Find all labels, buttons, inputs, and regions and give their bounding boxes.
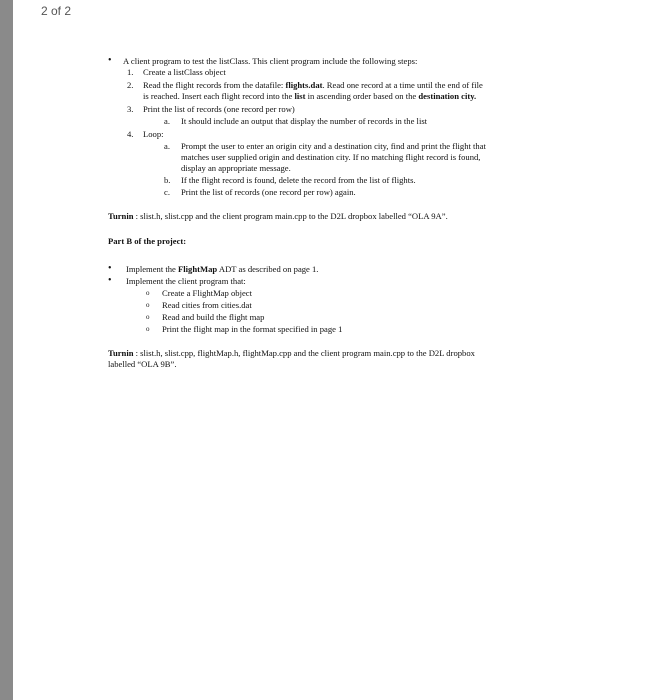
- part-b-sub-3: Read and build the flight map: [162, 312, 265, 322]
- step-4b-label: b.: [164, 175, 171, 185]
- page-counter: 2 of 2: [41, 4, 72, 18]
- client-intro: A client program to test the listClass. This client program include the following steps:: [123, 56, 418, 66]
- step-4c-label: c.: [164, 187, 170, 197]
- datafile-name: flights.dat: [285, 80, 323, 90]
- step-3-text: Print the list of records (one record per row): [143, 104, 295, 114]
- turnin-label: Turnin: [108, 348, 134, 358]
- step-4a-label: a.: [164, 141, 170, 151]
- step-2-line-1: [143, 80, 483, 91]
- step-1-text: Create a listClass object: [143, 67, 226, 77]
- part-b-item-2: Implement the client program that:: [126, 276, 246, 286]
- part-b-sub-1: Create a FlightMap object: [162, 288, 252, 298]
- bullet-icon: •: [108, 263, 112, 274]
- destination-city-keyword: destination city.: [418, 91, 477, 101]
- turnin-label: Turnin: [108, 211, 134, 221]
- turnin-part-b-text: : slist.h, slist.cpp, flightMap.h, flightMap.cpp and the client program main.cpp to the D2L dropbox: [133, 348, 475, 358]
- step-2-line-2-mid: in ascending order based on the: [305, 91, 419, 101]
- turnin-part-a-text: : slist.h, slist.cpp and the client program main.cpp to the D2L dropbox labelled “OLA 9A”.: [133, 211, 448, 221]
- step-2-post: . Read one record at a time until the end of file: [322, 80, 483, 90]
- step-2-line-2-pre: is reached. Insert each flight record into the: [143, 91, 295, 101]
- part-b-item-1: [126, 264, 318, 275]
- step-2-number: 2.: [127, 80, 134, 90]
- circle-bullet-icon: o: [146, 289, 150, 297]
- step-2-pre: Read the flight records from the datafile:: [143, 80, 286, 90]
- step-3a-text: It should include an output that display the number of records in the list: [181, 116, 428, 126]
- part-b-item-1-post: ADT as described on page 1.: [217, 264, 319, 274]
- turnin-part-b-line-1: [108, 348, 475, 359]
- step-1-number: 1.: [127, 67, 134, 77]
- step-3a-label: a.: [164, 116, 170, 126]
- part-b-sub-2: Read cities from cities.dat: [162, 300, 252, 310]
- bullet-icon: •: [108, 55, 112, 66]
- step-4b-text: If the flight record is found, delete the record from the list of flights.: [181, 175, 416, 185]
- part-b-sub-4: Print the flight map in the format specified in page 1: [162, 324, 343, 334]
- viewer-gutter: [0, 0, 13, 700]
- step-3-number: 3.: [127, 104, 134, 114]
- part-b-heading: [108, 236, 186, 247]
- turnin-part-b-line-2: labelled “OLA 9B”.: [108, 359, 177, 369]
- flightmap-keyword: FlightMap: [178, 264, 218, 274]
- step-4a-line-2: matches user supplied origin and destination city. If no matching flight record is found,: [181, 152, 481, 162]
- list-keyword: list: [294, 91, 306, 101]
- part-b-item-1-pre: Implement the: [126, 264, 179, 274]
- circle-bullet-icon: o: [146, 325, 150, 333]
- document-body: [13, 0, 654, 700]
- circle-bullet-icon: o: [146, 301, 150, 309]
- step-4-text: Loop:: [143, 129, 164, 139]
- turnin-part-a: [108, 211, 448, 222]
- part-b-heading-text: Part B of the project:: [108, 236, 187, 246]
- step-2-line-2: [143, 91, 476, 102]
- step-4a-line-1: Prompt the user to enter an origin city and a destination city, find and print the flight that: [181, 141, 486, 151]
- circle-bullet-icon: o: [146, 313, 150, 321]
- step-4c-text: Print the list of records (one record per row) again.: [181, 187, 356, 197]
- step-4-number: 4.: [127, 129, 134, 139]
- bullet-icon: •: [108, 275, 112, 286]
- step-4a-line-3: display an appropriate message.: [181, 163, 291, 173]
- document-page: [13, 0, 654, 700]
